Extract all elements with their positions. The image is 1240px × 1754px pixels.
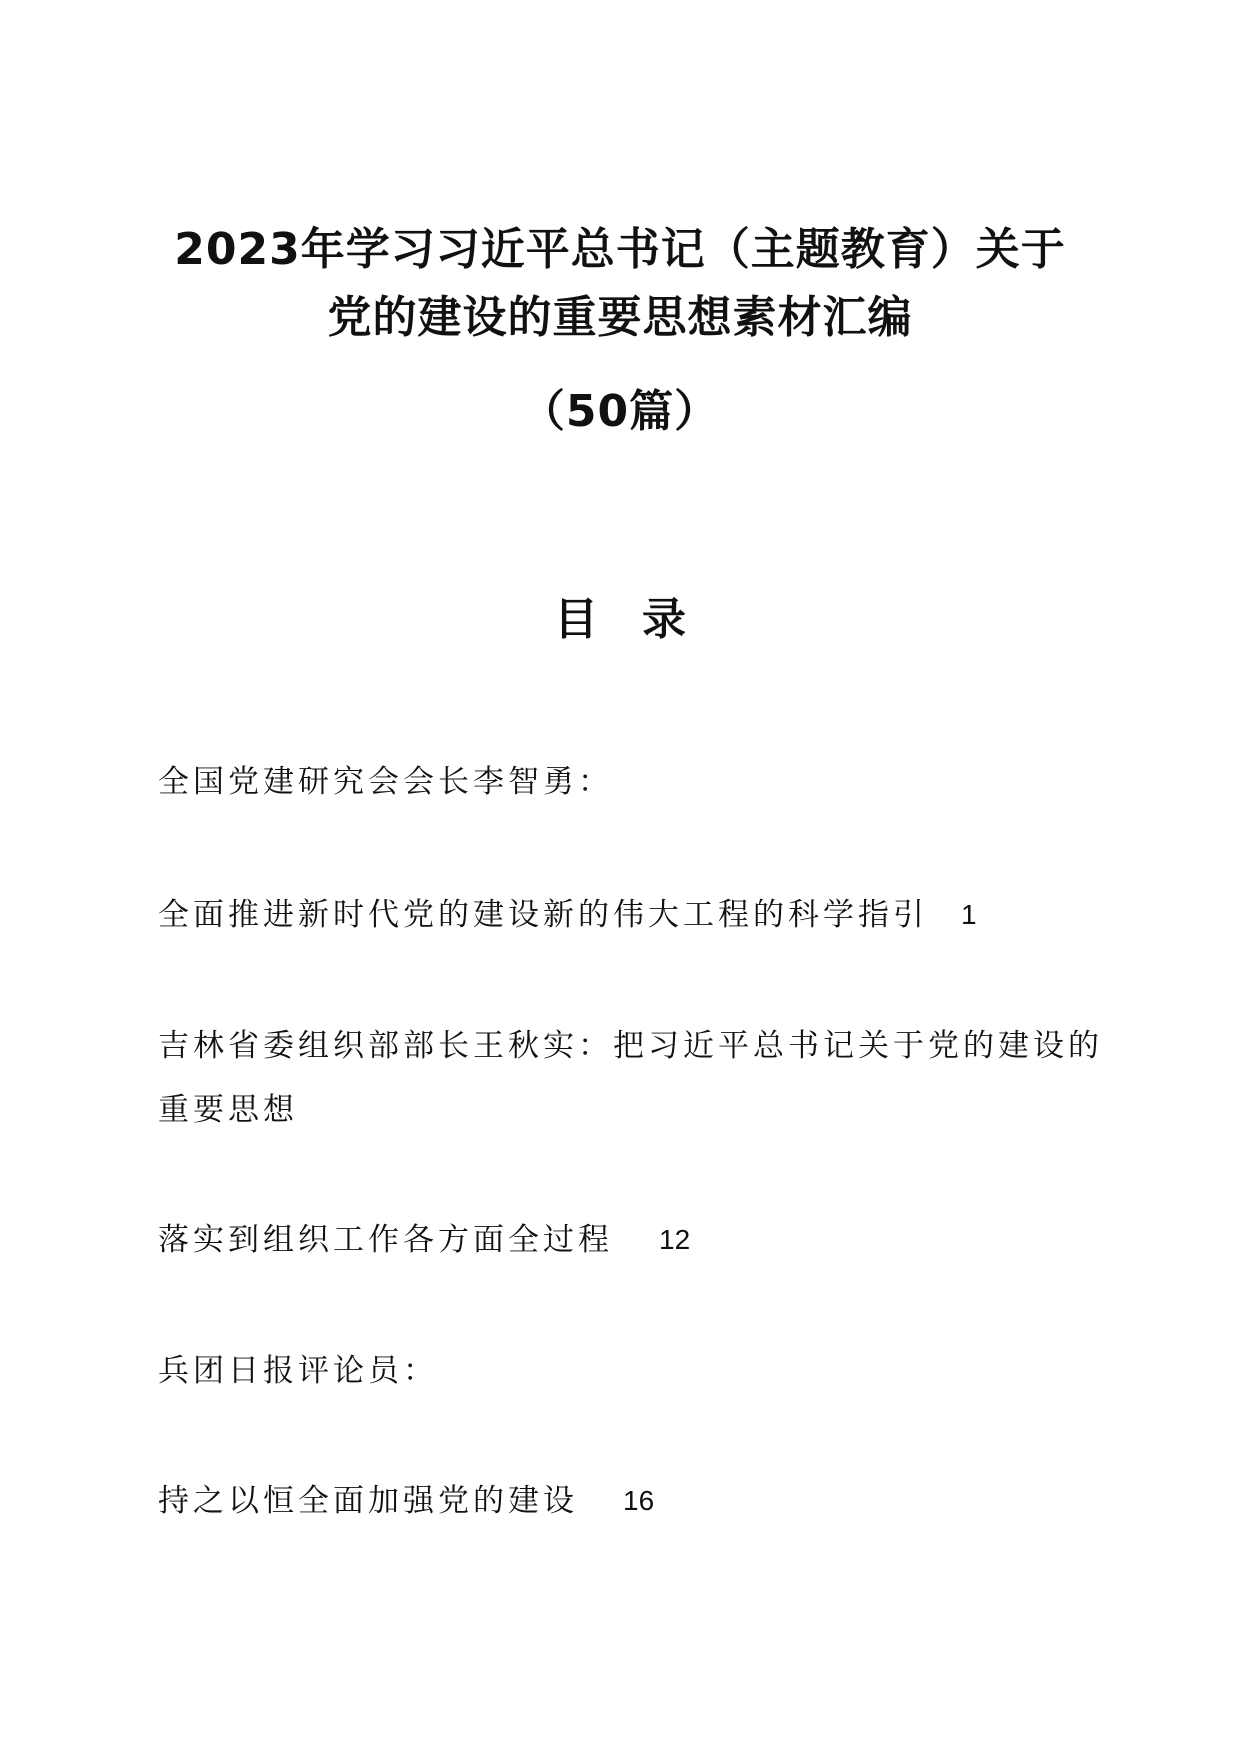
- toc-entry-title[interactable]: 全面推进新时代党的建设新的伟大工程的科学指引: [158, 897, 928, 933]
- document-subtitle: （50篇）: [520, 386, 720, 437]
- toc-entry-continuation[interactable]: 重要思想: [158, 1092, 298, 1128]
- toc-page-number: 1: [961, 899, 977, 930]
- toc-entry-title[interactable]: 落实到组织工作各方面全过程: [158, 1222, 613, 1258]
- document-title-line-2: 党的建设的重要思想素材汇编: [327, 292, 913, 343]
- toc-page-number: 16: [623, 1485, 655, 1516]
- toc-entry-author[interactable]: 吉林省委组织部部长王秋实：把习近平总书记关于党的建设的: [158, 1028, 1103, 1064]
- toc-entry-title[interactable]: 持之以恒全面加强党的建设: [158, 1483, 578, 1519]
- document-title-line-1: 2023年学习习近平总书记（主题教育）关于: [174, 224, 1066, 275]
- toc-heading: 目录: [554, 594, 730, 645]
- toc-page-number: 12: [659, 1224, 691, 1255]
- toc-entry-author[interactable]: 全国党建研究会会长李智勇：: [158, 764, 613, 800]
- toc-entry-author[interactable]: 兵团日报评论员：: [158, 1353, 438, 1389]
